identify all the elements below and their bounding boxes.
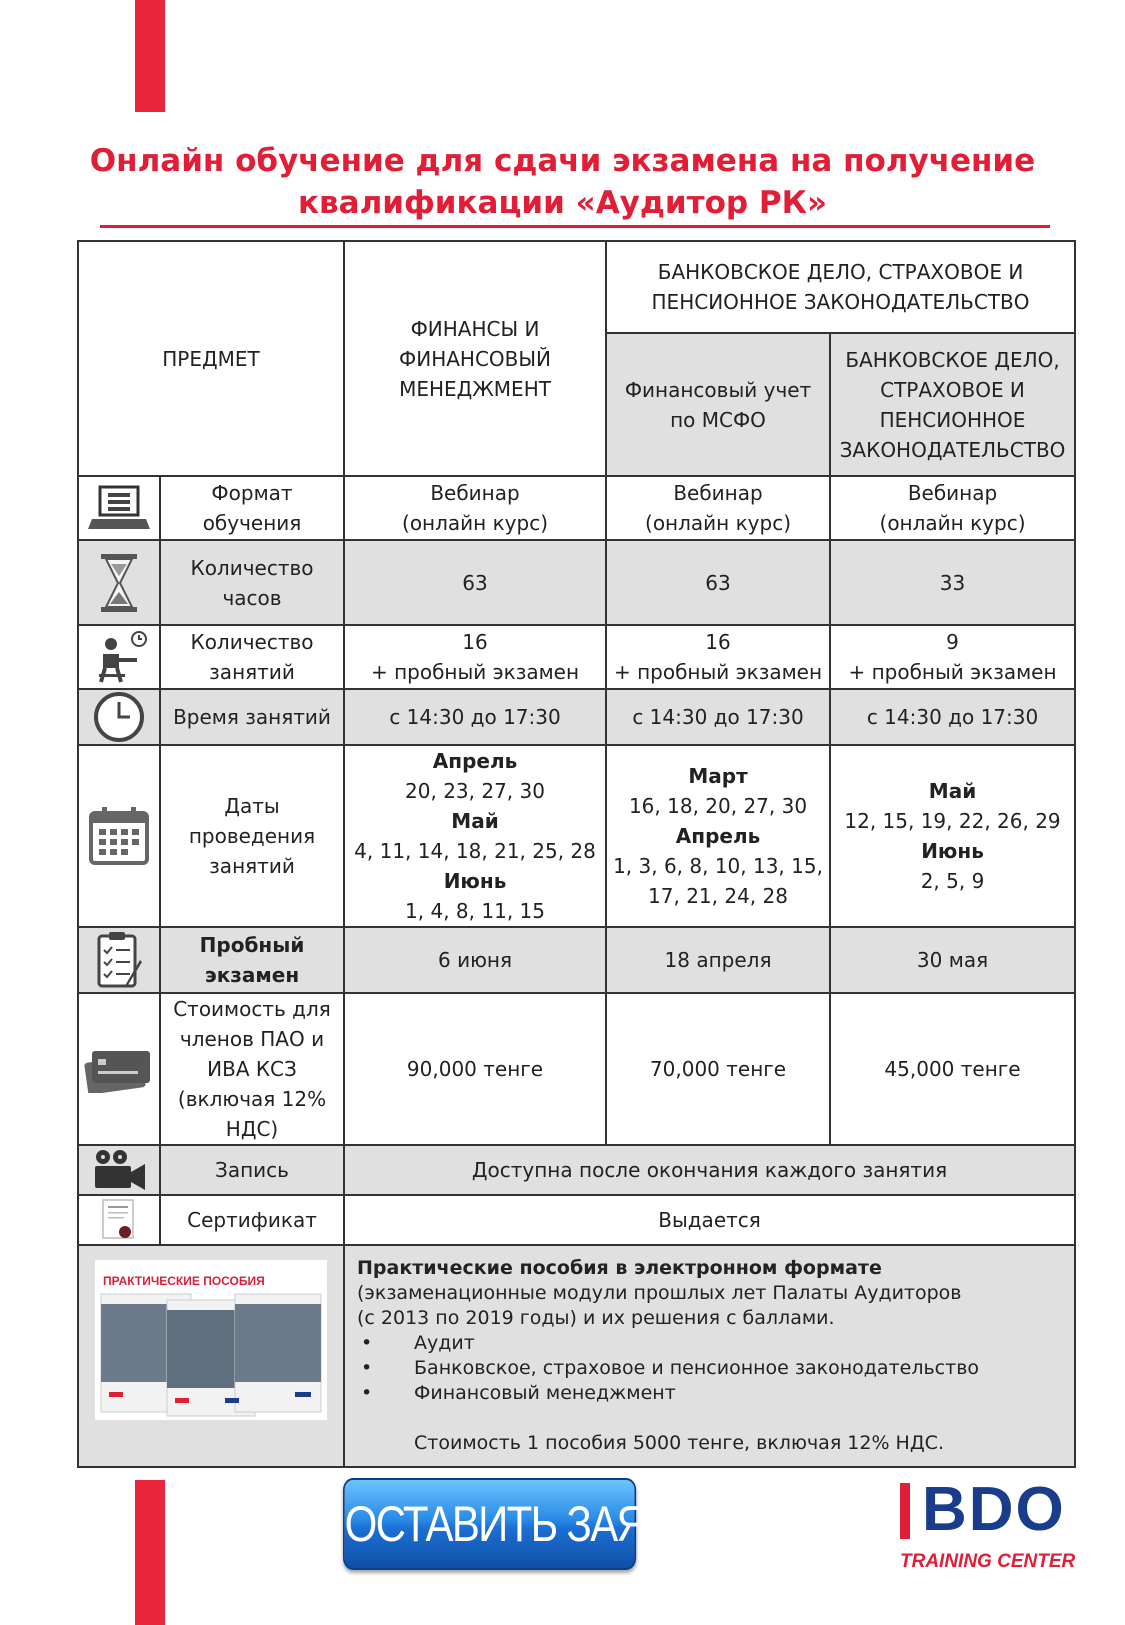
sessions-ifrs-count: 16 xyxy=(705,630,731,654)
hours-label: Количество часов xyxy=(160,540,344,625)
trial-icon-cell xyxy=(78,927,160,993)
dates-finance xyxy=(344,745,606,927)
dates-finance-days-1: 20, 23, 27, 30 xyxy=(405,779,545,803)
books-image-label: ПРАКТИЧЕСКИЕ ПОСОБИЯ xyxy=(103,1274,265,1288)
format-ifrs-line2: (онлайн курс) xyxy=(645,511,792,535)
laptop-icon xyxy=(86,483,152,533)
title-line-1: Онлайн обучение для сдачи экзамена на получение xyxy=(89,143,1036,179)
promo-desc-2: (с 2013 по 2019 годы) и их решения с баллами. xyxy=(357,1307,835,1329)
promo-item-finance: • Финансовый менеджмент xyxy=(357,1381,1062,1406)
recording-label: Запись xyxy=(160,1145,344,1195)
course-table xyxy=(77,240,1076,1468)
format-label: Формат обучения xyxy=(160,476,344,540)
trial-finance: 6 июня xyxy=(344,927,606,993)
logo-brand: BDO xyxy=(922,1475,1066,1544)
price-label: Стоимость для членов ПАО и ИВА КСЗ (включая 12% НДС) xyxy=(160,993,344,1145)
header-banking-group: БАНКОВСКОЕ ДЕЛО, СТРАХОВОЕ И ПЕНСИОННОЕ ЗАКОНОДАТЕЛЬСТВО xyxy=(606,241,1075,333)
row-format xyxy=(78,476,1075,540)
format-icon-cell xyxy=(78,476,160,540)
clock-icon xyxy=(93,691,145,743)
dates-finance-days-2: 4, 11, 14, 18, 21, 25, 28 xyxy=(354,839,596,863)
row-recording xyxy=(78,1145,1075,1195)
hours-ifrs: 63 xyxy=(606,540,830,625)
sessions-icon-cell xyxy=(78,625,160,689)
price-finance: 90,000 тенге xyxy=(344,993,606,1145)
row-price xyxy=(78,993,1075,1145)
red-accent-bar-bottom xyxy=(135,1480,165,1625)
promo-title: Практические пособия в электронном формате xyxy=(357,1257,882,1279)
certificate-value: Выдается xyxy=(344,1195,1075,1245)
submit-application-button[interactable]: ОСТАВИТЬ ЗАЯВКУ xyxy=(343,1478,636,1570)
time-icon-cell xyxy=(78,689,160,745)
format-banking-line1: Вебинар xyxy=(907,481,998,505)
bdo-logo xyxy=(900,1475,1080,1585)
student-icon xyxy=(89,630,149,684)
sessions-banking-count: 9 xyxy=(946,630,959,654)
dates-ifrs-month-1: Март xyxy=(688,764,748,788)
calendar-icon xyxy=(88,805,150,867)
dates-banking-month-1: Май xyxy=(928,779,977,803)
checklist-icon xyxy=(94,930,144,990)
row-time xyxy=(78,689,1075,745)
format-finance-line2: (онлайн курс) xyxy=(402,511,549,535)
dates-ifrs-month-2: Апрель xyxy=(675,824,761,848)
price-banking: 45,000 тенге xyxy=(830,993,1075,1145)
credit-card-icon xyxy=(84,1045,154,1093)
format-banking-line2: (онлайн курс) xyxy=(879,511,1026,535)
sessions-ifrs xyxy=(606,625,830,689)
video-camera-icon xyxy=(87,1148,151,1192)
header-ifrs: Финансовый учет по МСФО xyxy=(606,333,830,476)
promo-item-audit: • Аудит xyxy=(357,1331,1062,1356)
format-ifrs xyxy=(606,476,830,540)
logo-subtitle: TRAINING CENTER xyxy=(900,1551,1076,1572)
dates-label: Даты проведения занятий xyxy=(160,745,344,927)
logo-red-bar xyxy=(900,1483,910,1539)
promo-item-banking: • Банковское, страховое и пенсионное законодательство xyxy=(357,1356,1062,1381)
books-image xyxy=(95,1260,327,1420)
time-ifrs: с 14:30 до 17:30 xyxy=(606,689,830,745)
dates-finance-month-2: Май xyxy=(451,809,499,833)
hourglass-icon xyxy=(97,552,141,614)
trial-ifrs: 18 апреля xyxy=(606,927,830,993)
row-dates xyxy=(78,745,1075,927)
sessions-label: Количество занятий xyxy=(160,625,344,689)
trial-label: Пробный экзамен xyxy=(160,927,344,993)
promo-list xyxy=(357,1331,1062,1406)
certificate-label: Сертификат xyxy=(160,1195,344,1245)
row-certificate xyxy=(78,1195,1075,1245)
sessions-banking xyxy=(830,625,1075,689)
price-icon-cell xyxy=(78,993,160,1145)
promo-text-cell xyxy=(344,1245,1075,1467)
dates-banking-days-2: 2, 5, 9 xyxy=(920,869,985,893)
sessions-finance-note: + пробный экзамен xyxy=(370,660,580,684)
promo-image-cell xyxy=(78,1245,344,1467)
books-graphic xyxy=(95,1260,327,1420)
recording-value: Доступна после окончания каждого занятия xyxy=(344,1145,1075,1195)
header-subject: ПРЕДМЕТ xyxy=(78,241,344,476)
time-finance: с 14:30 до 17:30 xyxy=(344,689,606,745)
sessions-banking-note: + пробный экзамен xyxy=(848,660,1057,684)
dates-banking-month-2: Июнь xyxy=(921,839,984,863)
hours-banking: 33 xyxy=(830,540,1075,625)
format-ifrs-line1: Вебинар xyxy=(673,481,763,505)
dates-finance-month-3: Июнь xyxy=(443,869,507,893)
hours-finance: 63 xyxy=(344,540,606,625)
time-label: Время занятий xyxy=(160,689,344,745)
certificate-icon-cell xyxy=(78,1195,160,1245)
dates-ifrs xyxy=(606,745,830,927)
promo-price: Стоимость 1 пособия 5000 тенге, включая 12% НДС. xyxy=(414,1432,944,1454)
dates-finance-days-3: 1, 4, 8, 11, 15 xyxy=(405,899,545,923)
dates-icon-cell xyxy=(78,745,160,927)
sessions-ifrs-note: + пробный экзамен xyxy=(613,660,823,684)
trial-banking: 30 мая xyxy=(830,927,1075,993)
dates-banking-days-1: 12, 15, 19, 22, 26, 29 xyxy=(844,809,1061,833)
format-finance xyxy=(344,476,606,540)
title-underline xyxy=(100,225,1050,228)
format-banking xyxy=(830,476,1075,540)
title-line-2: квалификации «Аудитор РК» xyxy=(298,185,827,221)
header-banking: БАНКОВСКОЕ ДЕЛО, СТРАХОВОЕ И ПЕНСИОННОЕ ЗАКОНОДАТЕЛЬСТВО xyxy=(830,333,1075,476)
header-finance: ФИНАНСЫ И ФИНАНСОВЫЙ МЕНЕДЖМЕНТ xyxy=(344,241,606,476)
row-hours xyxy=(78,540,1075,625)
row-trial xyxy=(78,927,1075,993)
time-banking: с 14:30 до 17:30 xyxy=(830,689,1075,745)
hours-icon-cell xyxy=(78,540,160,625)
format-finance-line1: Вебинар xyxy=(430,481,520,505)
dates-banking xyxy=(830,745,1075,927)
row-sessions xyxy=(78,625,1075,689)
promo-desc-1: (экзаменационные модули прошлых лет Палаты Аудиторов xyxy=(357,1282,962,1304)
red-accent-bar-top xyxy=(135,0,165,112)
header-row xyxy=(78,241,1075,333)
certificate-icon xyxy=(99,1198,139,1242)
sessions-finance xyxy=(344,625,606,689)
recording-icon-cell xyxy=(78,1145,160,1195)
dates-ifrs-days-2: 1, 3, 6, 8, 10, 13, 15, 17, 21, 24, 28 xyxy=(613,854,823,908)
dates-finance-month-1: Апрель xyxy=(432,749,518,773)
dates-ifrs-days-1: 16, 18, 20, 27, 30 xyxy=(628,794,808,818)
page-title xyxy=(60,140,1065,224)
sessions-finance-count: 16 xyxy=(462,630,488,654)
row-promo xyxy=(78,1245,1075,1467)
price-ifrs: 70,000 тенге xyxy=(606,993,830,1145)
